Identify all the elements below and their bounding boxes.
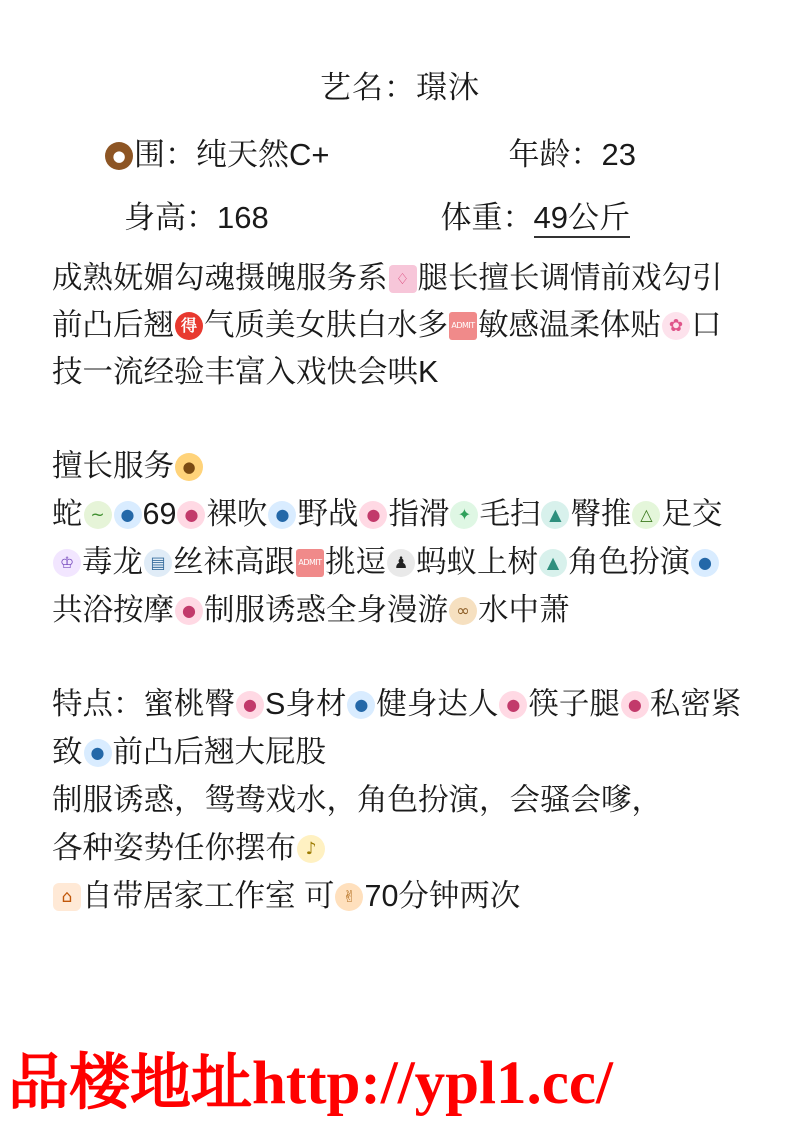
description-line-2c: 敏感 xyxy=(478,308,539,342)
description-line-3: 温柔体贴 xyxy=(539,308,661,342)
feature-mitaotun: 蜜桃臀 xyxy=(143,687,235,721)
stage-name-value: 璟沐 xyxy=(416,70,480,105)
service-zhihua: 指滑 xyxy=(388,497,450,531)
service-zhifu: 制服诱惑 xyxy=(204,593,326,627)
service-quanshen: 全身漫游 xyxy=(326,593,448,627)
service-nochui: 裸吹 xyxy=(206,497,268,531)
height-cell xyxy=(52,192,269,237)
service-69: 69 xyxy=(142,497,177,531)
weight-value: 49公斤 xyxy=(534,200,630,238)
house-with-garden-icon: ⌂ xyxy=(53,883,81,911)
service-yezhan: 野战 xyxy=(297,497,359,531)
aerial-tramway-icon: ▤ xyxy=(144,549,172,577)
feature-zishi-line: 各种姿势任你摆布 xyxy=(52,831,296,865)
pretzel-icon: ∞ xyxy=(449,597,477,625)
feature-kuaizi: 筷子 xyxy=(528,687,590,721)
bust-cell xyxy=(52,129,330,174)
stage-name-line xyxy=(52,62,748,107)
service-ma: 蚂 xyxy=(416,545,447,579)
bust-age-row xyxy=(52,129,748,174)
description-line-3b: 口技一流经验丰富入戏快会哄K xyxy=(52,308,722,389)
merman-icon: ● xyxy=(114,501,142,529)
musical-note-icon: ♪ xyxy=(297,835,325,863)
feature-simi: 私密紧致 xyxy=(52,687,742,769)
duration-text: 70分钟两次 xyxy=(364,879,521,913)
height-value: 168 xyxy=(217,200,269,235)
bust-value: 纯天然C+ xyxy=(196,137,330,172)
merman-icon-2: ● xyxy=(268,501,296,529)
service-gongyu: 共浴按摩 xyxy=(52,593,174,627)
features-heading: 特点： xyxy=(52,687,144,721)
description-line-1b: 腿长擅长调情前 xyxy=(417,261,631,295)
bear-icon: ● xyxy=(105,142,133,170)
features-line-3 xyxy=(52,776,748,824)
service-snake-label: 蛇 xyxy=(52,497,83,531)
feature-s-shencai: S身材 xyxy=(265,687,347,721)
merman-icon-5: ● xyxy=(84,739,112,767)
description-line-2b: 气质美女肤白水多 xyxy=(204,308,448,342)
statue-of-liberty-icon: ▲ xyxy=(541,501,569,529)
service-yishangshu: 蚁上树 xyxy=(446,545,538,579)
merman-icon-3: ● xyxy=(691,549,719,577)
blonde-woman-icon: ● xyxy=(175,453,203,481)
gap-after-description xyxy=(52,396,748,442)
feature-qiantuhouqiao: 前凸后翘大屁股 xyxy=(112,735,326,769)
service-siwa: 丝袜高跟 xyxy=(173,545,295,579)
gap-after-services xyxy=(52,634,748,680)
service-shuizhongxiao: 水中萧 xyxy=(478,593,570,627)
bikini-icon: ♢ xyxy=(389,265,417,293)
studio-line xyxy=(52,872,748,920)
mermaid-icon: ● xyxy=(177,501,205,529)
weight-label: 体重： xyxy=(440,200,534,235)
service-tuntui: 臀推 xyxy=(570,497,632,531)
description-block xyxy=(52,255,748,396)
footer-url[interactable]: 品楼地址http://ypl1.cc/ xyxy=(8,1050,613,1117)
age-label: 年龄： xyxy=(508,137,602,172)
white-flower-icon: ✿ xyxy=(662,312,690,340)
mermaid-icon-3: ● xyxy=(175,597,203,625)
merman-icon-4: ● xyxy=(347,691,375,719)
description-line-2: 戏勾引前凸后翘 xyxy=(52,261,723,342)
service-dulong: 毒龙 xyxy=(82,545,143,579)
mermaid-icon-4: ● xyxy=(236,691,264,719)
mermaid-icon-6: ● xyxy=(621,691,649,719)
studio-text: 自带居家工作室 可 xyxy=(82,879,335,913)
feature-jianshen: 健身达人 xyxy=(376,687,499,721)
de-badge-icon: 得 xyxy=(175,312,203,340)
service-tiaodou: 挑逗 xyxy=(325,545,386,579)
services-block xyxy=(52,490,748,634)
statue-of-liberty-icon-2: ▲ xyxy=(539,549,567,577)
mermaid-icon-5: ● xyxy=(499,691,527,719)
feature-zhifuyouhuo-line: 制服诱惑，鸳鸯戏水，角色扮演，会骚会嗲， xyxy=(52,783,662,817)
features-block xyxy=(52,680,748,776)
service-juesebanyan: 角色扮演 xyxy=(568,545,690,579)
fairy-icon: ✦ xyxy=(450,501,478,529)
weight-cell xyxy=(441,192,748,237)
height-weight-row xyxy=(52,192,748,237)
features-line-4 xyxy=(52,824,748,872)
admit-one-ticket-icon-2: ADMIT xyxy=(296,549,324,577)
description-line-1: 成熟妩媚勾魂摄魄服务系 xyxy=(52,261,388,295)
age-value: 23 xyxy=(601,137,636,172)
stage-name-label: 艺名： xyxy=(320,70,416,105)
admit-one-ticket-icon: ADMIT xyxy=(449,312,477,340)
snake-icon: ~ xyxy=(84,501,112,529)
age-cell xyxy=(509,129,748,174)
mermaid-icon-2: ● xyxy=(359,501,387,529)
carousel-horse-icon: ♔ xyxy=(53,549,81,577)
victory-hand-icon: ✌ xyxy=(335,883,363,911)
service-zujiao: 足交 xyxy=(661,497,723,531)
canoe-icon: △ xyxy=(632,501,660,529)
services-heading-line xyxy=(52,442,748,490)
bust-label: 围： xyxy=(134,137,196,172)
services-heading: 擅长服务 xyxy=(52,449,174,483)
chess-pawn-icon: ♟ xyxy=(387,549,415,577)
feature-tui: 腿 xyxy=(589,687,620,721)
height-label: 身高： xyxy=(124,200,217,235)
service-maosao: 毛扫 xyxy=(479,497,541,531)
